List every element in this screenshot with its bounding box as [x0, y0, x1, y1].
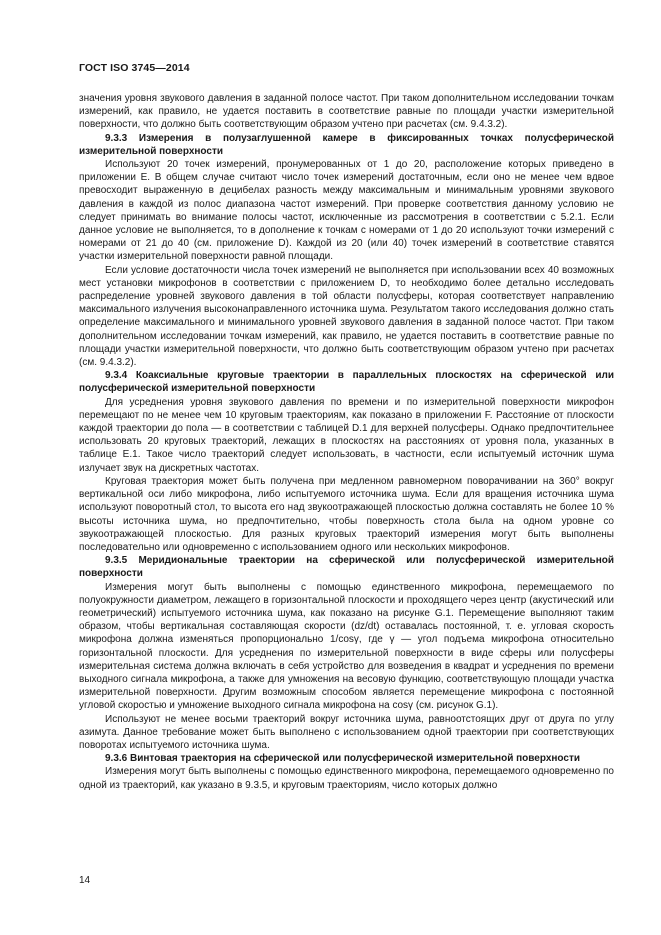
page-number: 14	[79, 875, 91, 886]
paragraph: Если условие достаточности числа точек измерений не выполняется при использовании всех 40 возможных мест установки микрофонов в соответствии с приложением D, то необходимо более детально исследовать распределение уровней звукового давления в той области полусферы, которая соответствует направлению максимального излучения высоконаправленного источника шума. Результатом такого исследования должно стать определение максимального и минимального уровней звукового давления в заданной полосе частот. При таком дополнительном исследовании точкам измерений, как правило, не удается поставить в соответствие равные по площади участки измерительной поверхности, что должно быть соответствующим образом учтено при расчетах (см. 9.4.3.2).	[79, 264, 614, 369]
page-body	[79, 92, 614, 792]
section-heading-9-3-4: 9.3.4 Коаксиальные круговые траектории в параллельных плоскостях на сферической или полусферической измерительной поверхности	[79, 370, 614, 395]
paragraph: Круговая траектория может быть получена при медленном равномерном поворачивании на 360° вокруг вертикальной оси либо микрофона, либо испытуемого источника шума. Если для вращения источника шума используют поворотный стол, то высота его над звукоотражающей плоскостью должна составлять не более 10 % высоты источника шума, но предпочтительно, чтобы поверхность стола была на одном уровне со звукоотражающей плоскостью. Для разных круговых траекторий измерения могут быть выполнены последовательно или одновременно с использованием одного или нескольких микрофонов.	[79, 475, 614, 553]
paragraph: Используют 20 точек измерений, пронумерованных от 1 до 20, расположение которых приведено в приложении E. В общем случае считают число точек измерений достаточным, если оно не менее чем вдвое превосходит выраженную в децибелах разность между максимальным и минимальным уровнями звукового давления в каждой из полос диапазона частот измерений. При проверке соответствия данному условию не следует принимать во внимание полосы частот, исключенные из рассмотрения в соответствии с 5.2.1. Если данное условие не выполняется, то в дополнение к точкам с номерами от 1 до 20 используют точки измерений с номерами от 21 до 40 (см. приложение D). Каждой из 20 (или 40) точек измерений в соответствие ставятся участки измерительной поверхности равной площади.	[79, 159, 614, 263]
section-heading-9-3-3: 9.3.3 Измерения в полузаглушенной камере в фиксированных точках полусферической измерительной поверхности	[79, 132, 614, 157]
section-heading-9-3-5: 9.3.5 Меридиональные траектории на сферической или полусферической измерительной поверхности	[79, 555, 614, 580]
paragraph-continued: значения уровня звукового давления в заданной полосе частот. При таком дополнительном исследовании точкам измерений, как правило, не удается поставить в соответствие равные по площади участки измерительной поверхности, что должно быть соответствующим образом учтено при расчетах (см. 9.4.3.2).	[79, 93, 614, 131]
document-header: ГОСТ ISO 3745—2014	[79, 62, 190, 74]
section-heading-9-3-6: 9.3.6 Винтовая траектория на сферической или полусферической измерительной поверхности	[105, 753, 581, 765]
paragraph: Измерения могут быть выполнены с помощью единственного микрофона, перемещаемого одновременно по одной из траекторий, как указано в 9.3.5, и круговым траекториям, число которых должно	[79, 766, 614, 791]
paragraph: Используют не менее восьми траекторий вокруг источника шума, равноотстоящих друг от друга по углу азимута. Данное требование может быть выполнено с использованием одной траектории при соответствующих поворотах испытуемого источника шума.	[79, 713, 614, 751]
paragraph: Для усреднения уровня звукового давления по времени и по измерительной поверхности микрофон перемещают по не менее чем 10 круговым траекториям, как показано в приложении F. Расстояние от плоскости каждой траектории до пола — в соответствии с таблицей D.1 для верхней полусферы. Однако предпочтительнее использовать 20 круговых траекторий, лежащих в плоскостях на расстояниях от уровня пола, указанных в таблице E.1. Такое число траекторий следует использовать, в частности, если испытуемый источник шума излучает звук на дискретных частотах.	[79, 396, 614, 474]
paragraph: Измерения могут быть выполнены с помощью единственного микрофона, перемещаемого по полуокружности диаметром, лежащего в горизонтальной плоскости и проходящего через центр (акустический или геометрический) испытуемого источника шума, как показано на рисунке G.1. Перемещение выполняют таким образом, чтобы вертикальная составляющая скорости (dz/dt) оставалась постоянной, т. е. угловая скорость микрофона должна изменяться пропорционально 1/cosγ, где γ — угол подъема микрофона относительно горизонтальной плоскости. Для усреднения по измерительной поверхности в виде сферы или полусферы измерительная система должна включать в себя устройство для возведения в квадрат и усреднения по времени выходного сигнала микрофона, а также для умножения на весовую функцию, соответствующую площади участка измерительной поверхности. Другим возможным способом является перемещение микрофона с постоянной угловой скоростью и умножение выходного сигнала микрофона на cosγ (см. рисунок G.1).	[79, 581, 614, 712]
